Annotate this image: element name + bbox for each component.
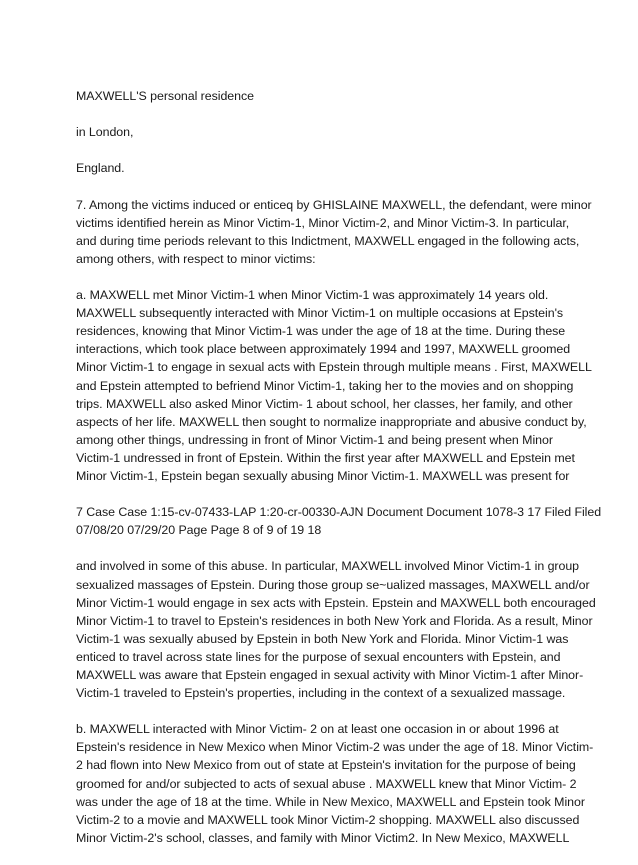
text-line: Victim-1 was sexually abused by Epstein in both New York and Florida. Minor Victim-1 was [76,631,569,646]
document-body [76,87,602,865]
text-line: 07/08/20 07/29/20 Page Page 8 of 9 of 19 18 [76,523,322,538]
page-header-case-info [76,503,602,539]
text-line: residences, knowing that Minor Victim-1 was under the age of 18 at the time. During these [76,324,566,339]
text-line: groomed for and/or subjected to acts of sexual abuse . MAXWELL knew that Minor Victim- 2 [76,776,577,791]
text-line: and Epstein attempted to befriend Minor Victim-1, taking her to the movies and on shopping [76,378,574,393]
text-line: MAXWELL subsequently interacted with Minor Victim-1 on multiple occasions at Epstein's [76,306,564,321]
text-line: Minor Victim-2's school, classes, and family with Minor Victim2. In New Mexico, MAXWELL [76,830,570,845]
text-line: Victim-2 to a movie and MAXWELL took Minor Victim-2 shopping. MAXWELL also discussed [76,812,580,827]
text-line: 2 had flown into New Mexico from out of state at Epstein's invitation for the purpose of being [76,758,576,773]
paragraph-section-7a [76,286,592,485]
text-line: trips. MAXWELL also asked Minor Victim- 1 about school, her classes, her family, and other [76,396,573,411]
text-line: Victim-1 traveled to Epstein's properties, including in the context of a sexualized massage. [76,686,566,701]
paragraph-city [76,123,564,141]
text-line: in London, [76,125,134,140]
text-line: a. MAXWELL met Minor Victim-1 when Minor Victim-1 was approximately 14 years old. [76,288,549,303]
text-line: 7. Among the victims induced or enticeq by GHISLAINE MAXWELL, the defendant, were minor [76,197,592,212]
text-line: was under the age of 18 at the time. While in New Mexico, MAXWELL and Epstein took Minor [76,794,585,809]
text-line: Minor Victim-1 to travel to Epstein's residences in both New York and Florida. As a result, Minor [76,613,593,628]
text-line: and involved in some of this abuse. In particular, MAXWELL involved Minor Victim-1 in group [76,559,580,574]
text-line: among others, with respect to minor victims: [76,251,316,266]
text-line: sexualized massages of Epstein. During those group se~ualized massages, MAXWELL and/or [76,577,590,592]
text-line: Minor Victim-1, Epstein began sexually abusing Minor Victim-1. MAXWELL was present for [76,468,570,483]
text-line: among other things, undressing in front of Minor Victim-1 and being present when Minor [76,432,553,447]
text-line: Minor Victim-1 would engage in sex acts with Epstein. Epstein and MAXWELL both encouraged [76,595,596,610]
text-line: MAXWELL'S personal residence [76,89,254,103]
text-line: Victim-1 undressed in front of Epstein. Within the first year after MAXWELL and Epstein met [76,450,575,465]
paragraph-section-7 [76,196,592,268]
paragraph-residence [76,87,564,105]
paragraph-section-7b [76,720,594,847]
text-line: Epstein's residence in New Mexico when Minor Victim-2 was under the age of 18. Minor Victim- [76,740,594,755]
text-line: MAXWELL was aware that Epstein engaged in sexual activity with Minor Victim-1 after Minor- [76,668,584,682]
paragraph-country [76,159,564,177]
text-line: enticed to travel across state lines for the purpose of sexual encounters with Epstein, and [76,649,561,664]
text-line: Minor Victim-1 to engage in sexual acts with Epstein through multiple means . First, MAXWELL [76,360,592,375]
text-line: aspects of her life. MAXWELL then sought to normalize inappropriate and abusive conduct by, [76,414,587,429]
text-line: interactions, which took place between approximately 1994 and 1997, MAXWELL groomed [76,342,571,357]
text-line: victims identified herein as Minor Victim-1, Minor Victim-2, and Minor Victim-3. In particular, [76,215,570,230]
text-line: and during time periods relevant to this Indictment, MAXWELL engaged in the following acts, [76,233,580,248]
paragraph-section-7a-continued [76,557,596,702]
text-line: b. MAXWELL interacted with Minor Victim- 2 on at least one occasion in or about 1996 at [76,722,559,737]
text-line: England. [76,161,125,176]
text-line: 7 Case Case 1:15-cv-07433-LAP 1:20-cr-00330-AJN Document Document 1078-3 17 Filed Filed [76,505,602,520]
